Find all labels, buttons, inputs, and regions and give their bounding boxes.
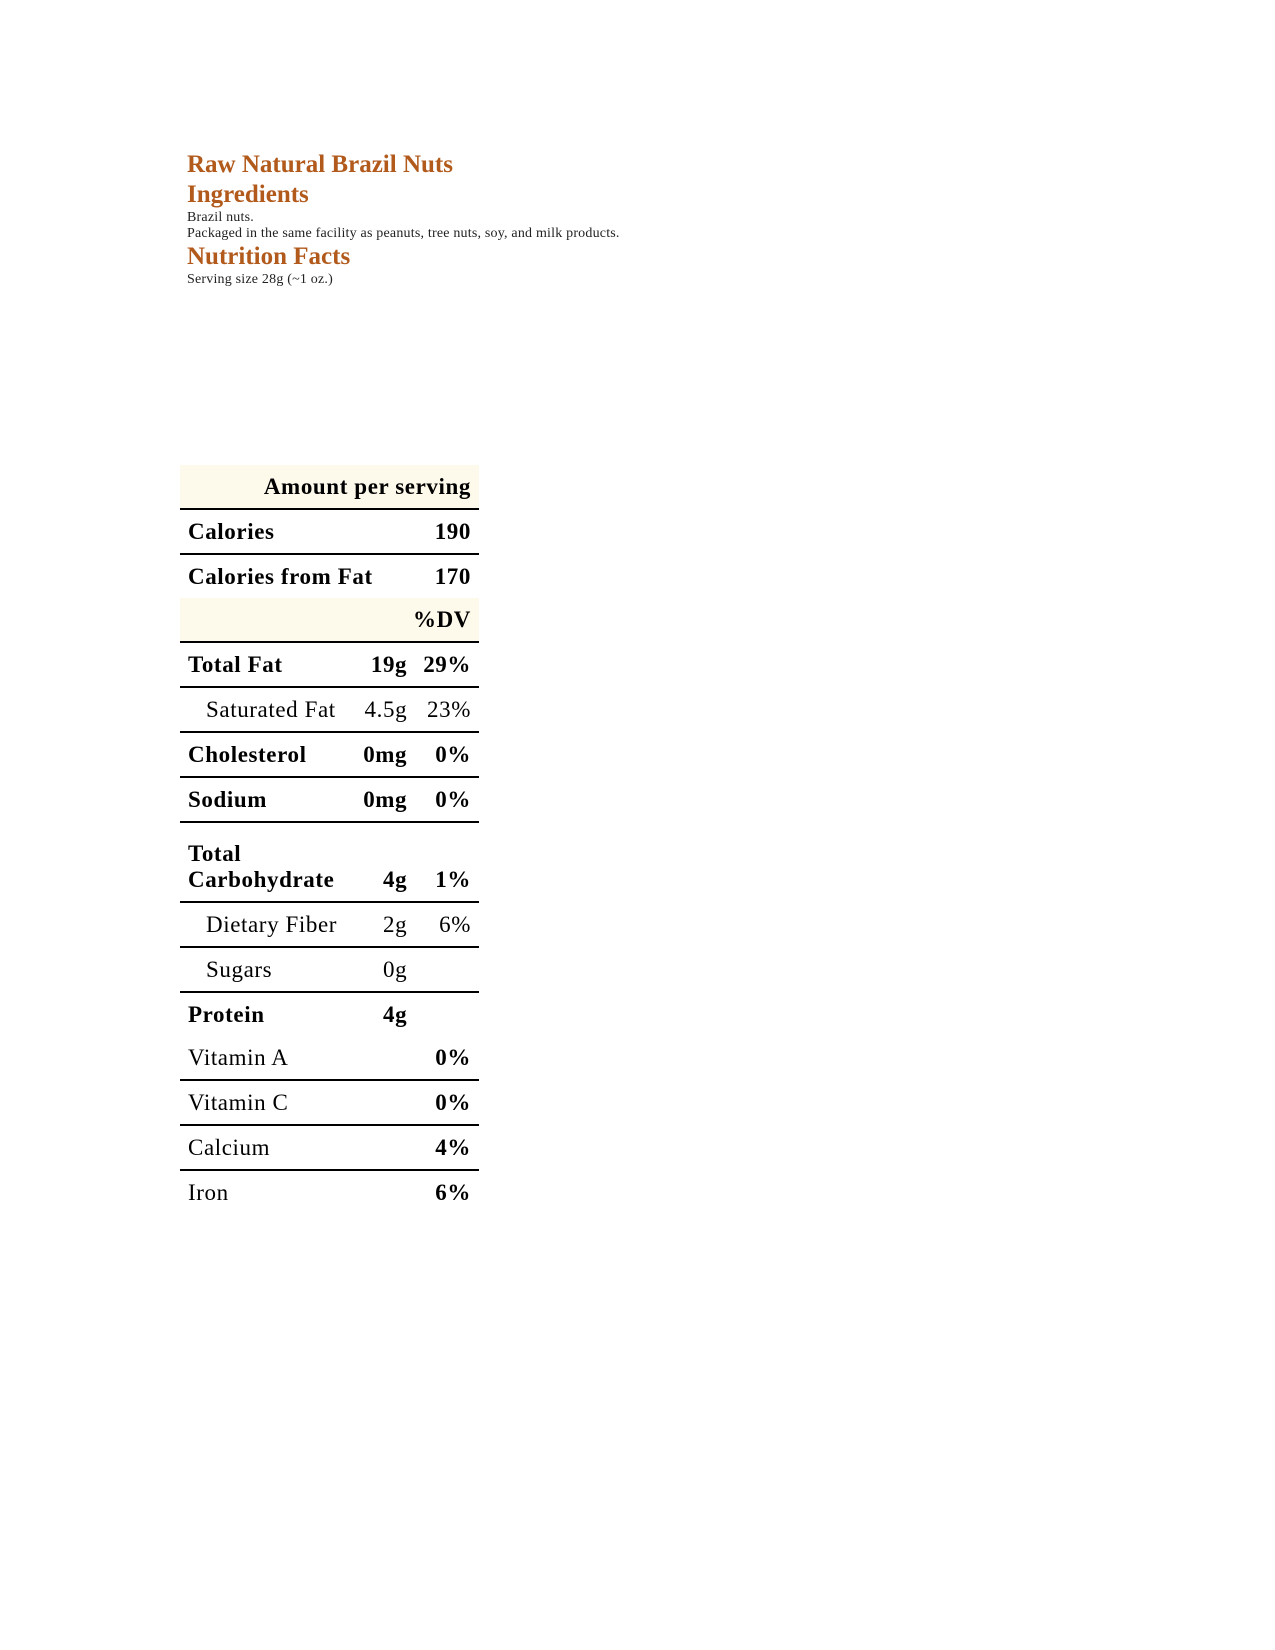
dv-header: %DV (180, 598, 479, 642)
nutrient-dv: 0% (415, 732, 479, 777)
vitamin-label: Calcium (180, 1125, 415, 1170)
dv-header-row (180, 598, 479, 642)
product-title: Raw Natural Brazil Nuts (187, 151, 453, 178)
nutrient-dv: 29% (415, 642, 479, 687)
ingredients-text: Brazil nuts. (187, 210, 254, 225)
nutrient-amount: 4g (354, 822, 415, 902)
vitamin-dv: 6% (435, 1179, 471, 1205)
nutrition-heading: Nutrition Facts (187, 243, 351, 270)
nutrition-facts-table (180, 465, 479, 1214)
serving-size: Serving size 28g (~1 oz.) (187, 272, 333, 287)
nutrient-label: Protein (188, 1001, 265, 1027)
document-body (187, 150, 987, 288)
nutrient-label: Saturated Fat (180, 687, 354, 732)
nutrient-amount: 2g (354, 902, 415, 947)
nutrient-amount: 4.5g (354, 687, 415, 732)
nutrient-amount: 0mg (354, 732, 415, 777)
table-row (180, 642, 479, 687)
table-row (180, 992, 479, 1036)
calories-row (180, 509, 479, 554)
nutrient-label: Dietary Fiber (180, 902, 354, 947)
amount-header-row (180, 465, 479, 509)
calories-from-fat-row (180, 554, 479, 598)
nutrient-amount: 19g (354, 642, 415, 687)
vitamin-row (180, 1080, 479, 1125)
table-row (180, 822, 479, 902)
calories-label: Calories (180, 509, 415, 554)
vitamin-label: Vitamin C (180, 1080, 415, 1125)
ingredients-heading: Ingredients (187, 181, 309, 208)
nutrient-label-line2: Carbohydrate (188, 867, 335, 892)
vitamin-label: Vitamin A (180, 1036, 415, 1080)
table-row (180, 687, 479, 732)
nutrient-label (180, 822, 354, 902)
nutrient-dv: 23% (415, 687, 479, 732)
table-row (180, 947, 479, 992)
amount-header: Amount per serving (180, 465, 479, 509)
nutrient-label: Sodium (180, 777, 354, 822)
nutrient-amount: 4g (382, 1001, 408, 1027)
vitamin-dv: 0% (415, 1080, 479, 1125)
calories-value: 190 (415, 509, 479, 554)
nutrient-label-line1: Total (188, 841, 242, 866)
calories-from-fat-value: 170 (434, 563, 471, 589)
nutrient-dv: 0% (415, 777, 479, 822)
vitamin-row (180, 1170, 479, 1214)
table-row (180, 777, 479, 822)
vitamin-dv: 0% (415, 1036, 479, 1080)
facility-note: Packaged in the same facility as peanuts, tree nuts, soy, and milk products. (187, 226, 620, 241)
table-row (180, 732, 479, 777)
nutrient-label: Cholesterol (180, 732, 354, 777)
vitamin-dv: 4% (415, 1125, 479, 1170)
nutrient-dv: 1% (415, 822, 479, 902)
nutrient-dv (415, 992, 479, 1036)
nutrient-label: Total Fat (180, 642, 354, 687)
nutrient-label: Sugars (180, 947, 354, 992)
calories-from-fat-label: Calories from Fat (188, 563, 373, 589)
nutrient-dv: 6% (415, 902, 479, 947)
nutrient-amount: 0mg (354, 777, 415, 822)
nutrient-amount: 0g (354, 947, 415, 992)
vitamin-row (180, 1125, 479, 1170)
vitamin-row (180, 1036, 479, 1080)
vitamin-label: Iron (188, 1179, 229, 1205)
table-row (180, 902, 479, 947)
nutrient-dv (415, 947, 479, 992)
